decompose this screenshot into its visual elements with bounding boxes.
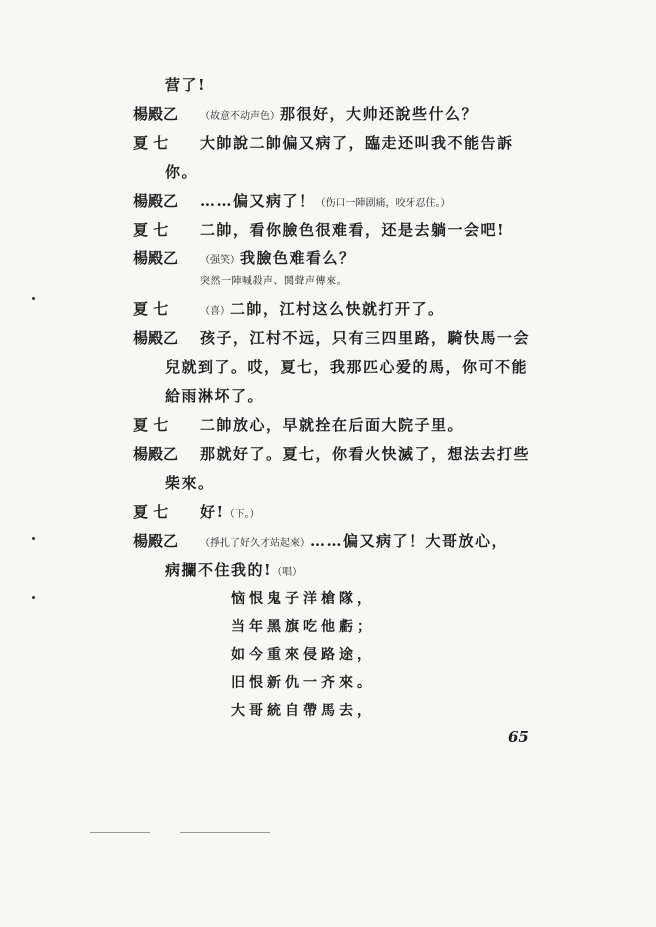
continuation-text: 你。 xyxy=(165,163,199,181)
speaker-name: 夏 七 xyxy=(133,134,169,152)
stage-note: （强笑） xyxy=(200,255,240,266)
dialogue-text: 好! xyxy=(200,503,225,521)
speaker-name: 夏 七 xyxy=(133,503,169,521)
verse-line: 当年黑旗吃他虧； xyxy=(231,619,375,635)
continuation-text: 病攔不住我的! xyxy=(165,561,273,579)
dialogue-text: 我臉色难看么？ xyxy=(240,249,356,267)
scan-speck xyxy=(32,596,35,599)
scan-speck xyxy=(90,832,150,833)
dialogue-text: 那很好，大帅还說些什么？ xyxy=(280,105,479,123)
page-number: 65 xyxy=(508,728,529,746)
stage-note: （伤口一陣剧痛，咬牙忍住。） xyxy=(315,198,451,209)
dialogue-text: 二帥，江村这么快就打开了。 xyxy=(230,300,445,318)
continuation-text: 柴來。 xyxy=(165,474,215,492)
verse-line: 如今重來侵路途， xyxy=(231,647,375,663)
speaker-name: 夏 七 xyxy=(133,300,169,318)
continuation-text: 給雨淋坏了。 xyxy=(165,387,265,405)
dialogue-text: 那就好了。夏七，你看火快滅了，想法去打些 xyxy=(200,445,531,463)
verse-line: 旧恨新仇一齐來。 xyxy=(231,675,375,691)
scan-speck xyxy=(180,832,270,833)
speaker-name: 夏 七 xyxy=(133,416,169,434)
speaker-name: 楊殿乙 xyxy=(133,329,179,347)
speaker-name: 楊殿乙 xyxy=(133,192,179,210)
dialogue-text: 二帥，看你臉色很难看，还是去躺一会吧! xyxy=(200,221,506,239)
continuation-text: 兒就到了。哎，夏七，我那匹心爱的馬，你可不能 xyxy=(165,358,529,376)
stage-note: （故意不动声色） xyxy=(200,111,280,122)
dialogue-text: 二帥放心，早就拴在后面大院子里。 xyxy=(200,416,465,434)
continuation-text: 营了! xyxy=(165,76,207,94)
speaker-name: 楊殿乙 xyxy=(133,105,179,123)
speaker-name: 楊殿乙 xyxy=(133,532,179,550)
stage-note: （掙扎了好久才站起來） xyxy=(200,538,310,549)
dialogue-text: 大帥說二帥偏又病了，臨走还叫我不能告訴 xyxy=(200,134,514,152)
stage-note: （下。） xyxy=(224,509,260,520)
speaker-name: 夏 七 xyxy=(133,221,169,239)
stage-note: （喜） xyxy=(200,306,230,317)
stage-direction: 突然一陣喊殺声、鬨聲声傳來。 xyxy=(200,276,347,287)
speaker-name: 楊殿乙 xyxy=(133,249,179,267)
scan-speck xyxy=(32,297,35,300)
dialogue-text: ……偏又病了！大哥放心， xyxy=(310,532,509,550)
speaker-name: 楊殿乙 xyxy=(133,445,179,463)
stage-note: （唱） xyxy=(272,567,303,578)
scan-speck xyxy=(32,537,35,540)
dialogue-text: ……偏又病了！ xyxy=(200,192,316,210)
verse-line: 恼恨鬼子洋槍隊， xyxy=(231,591,375,607)
dialogue-text: 孩子，江村不远，只有三四里路，騎快馬一会 xyxy=(200,329,531,347)
verse-line: 大哥統自帶馬去， xyxy=(231,703,375,719)
